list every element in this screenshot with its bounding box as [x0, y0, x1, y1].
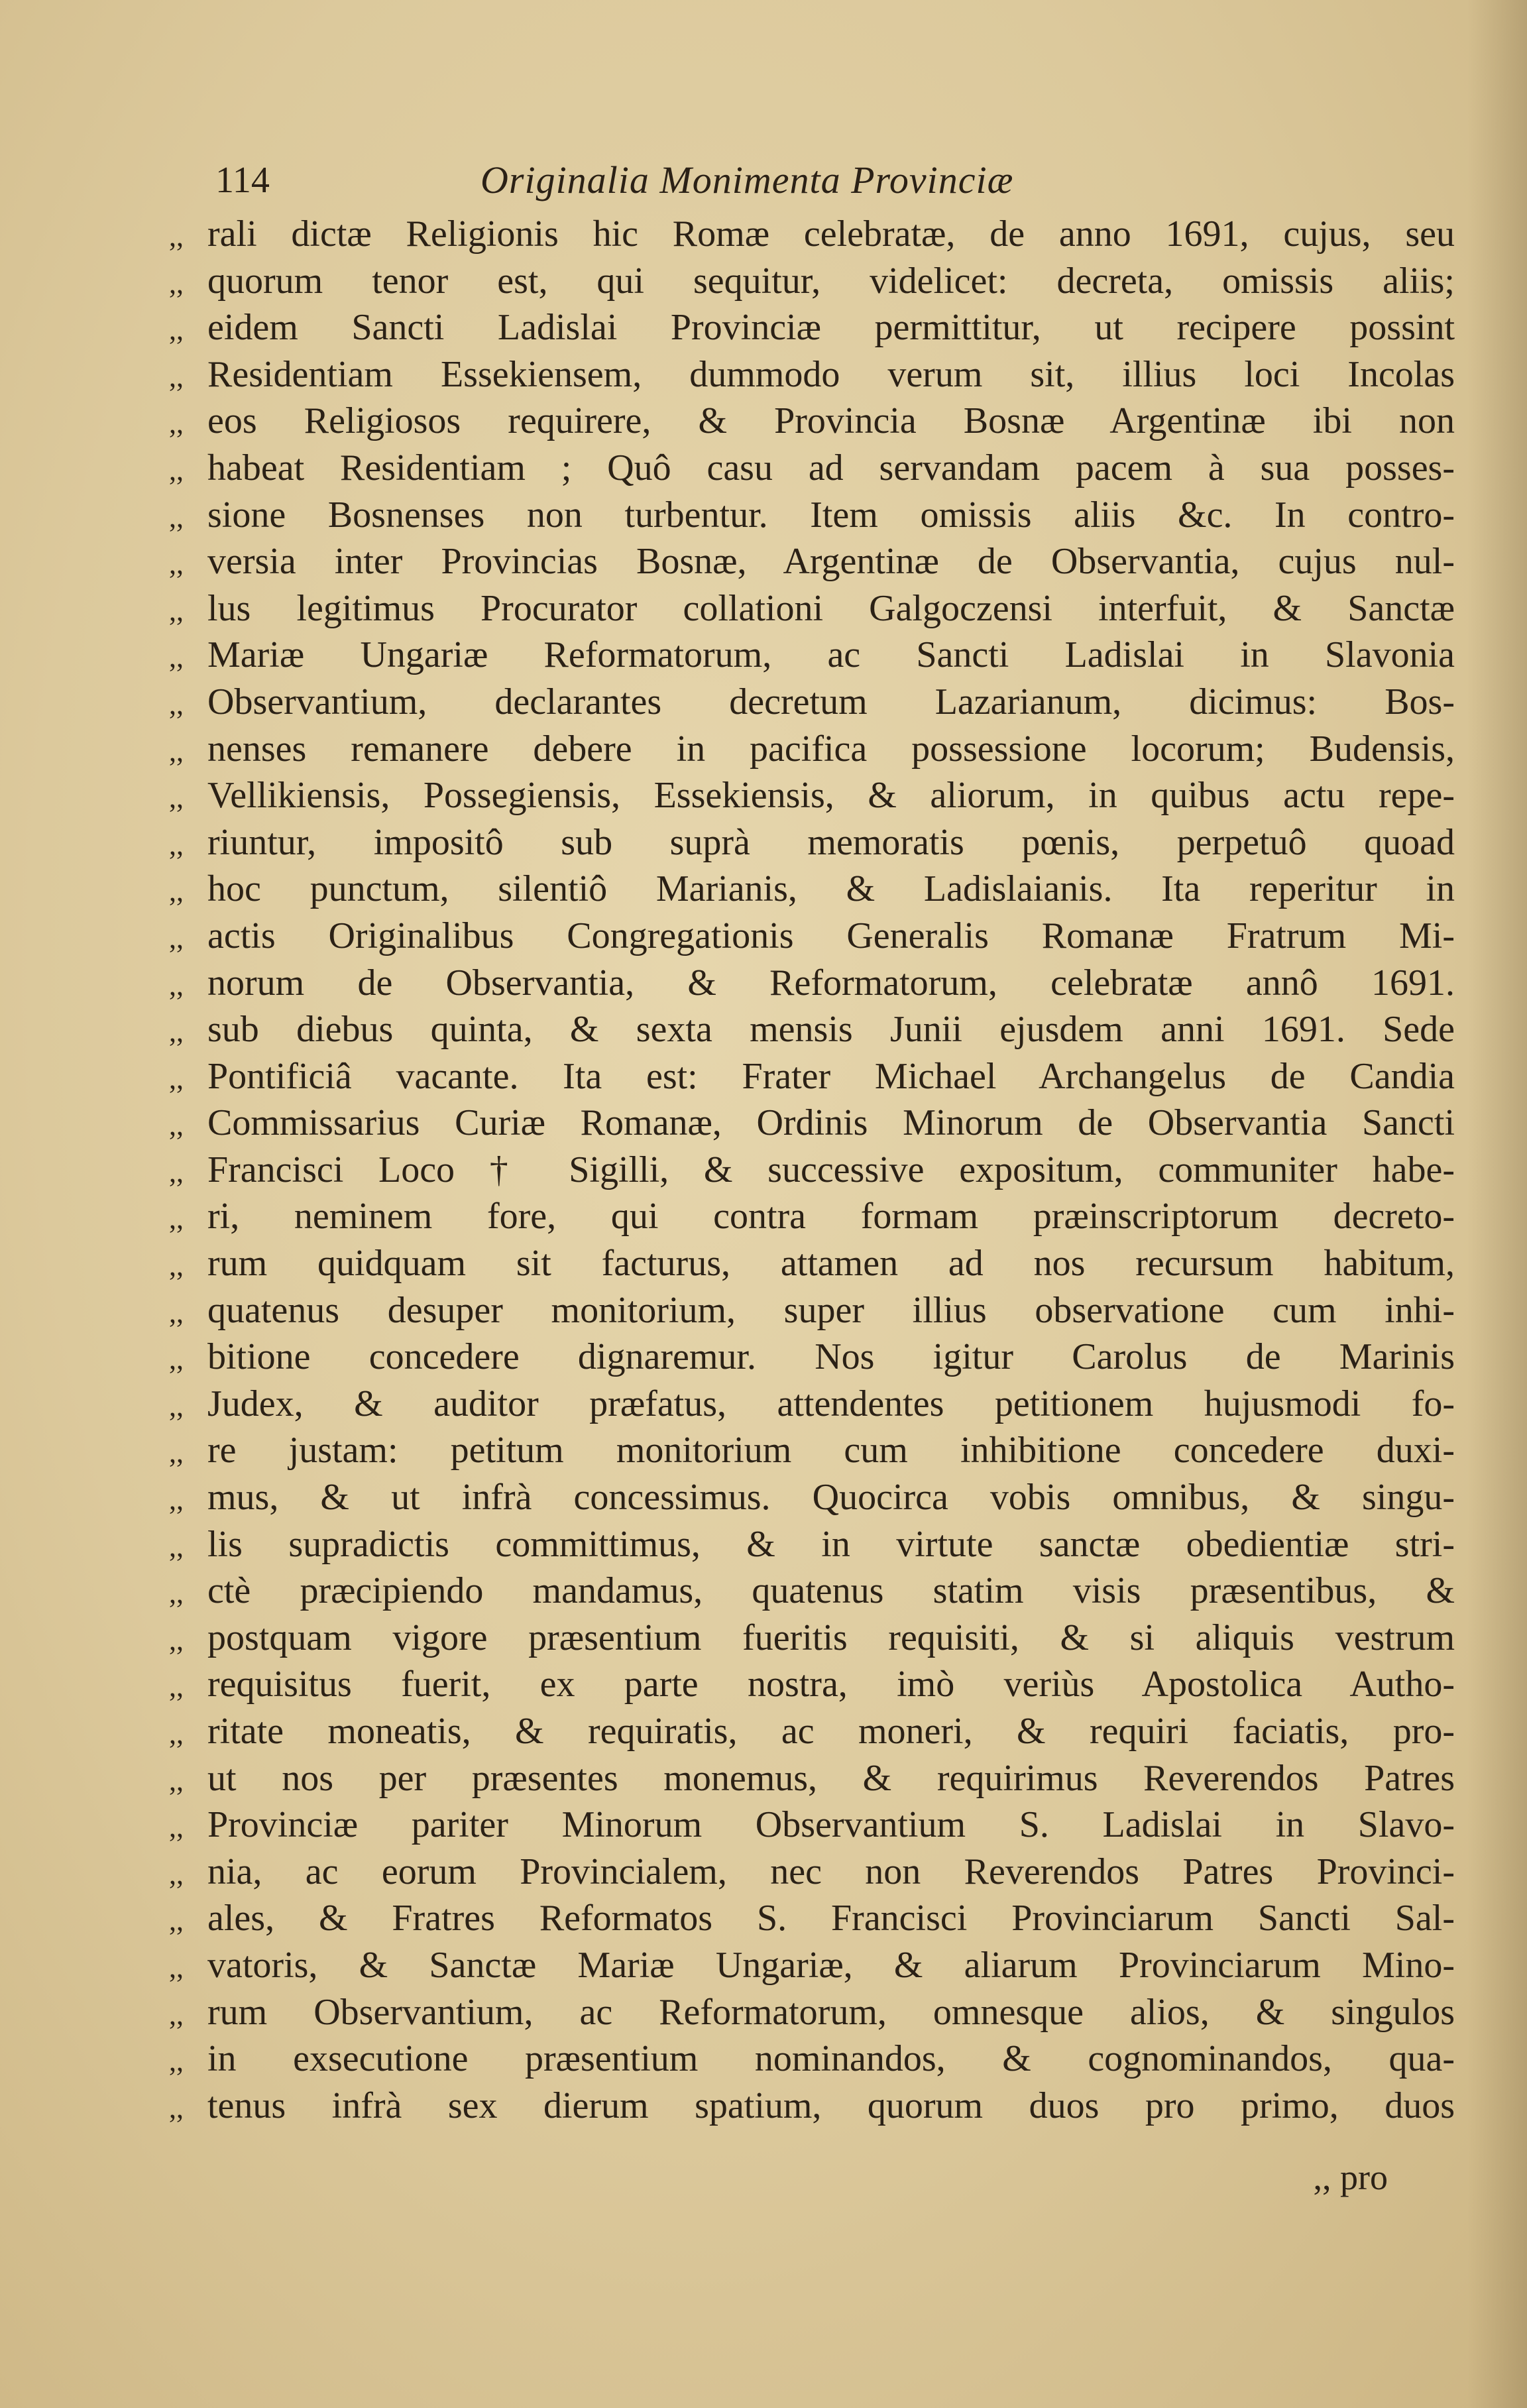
line-text: Provinciæ pariter Minorum Observantium S. Ladislai in Slavo- — [207, 1804, 1455, 1846]
marginal-quote-mark: ,, — [169, 1670, 184, 1703]
text-line — [169, 1568, 1455, 1615]
line-text: rum Observantium, ac Reformatorum, omnesque alios, & singulos — [207, 1991, 1455, 2033]
page-number: 114 — [215, 160, 270, 201]
text-line — [169, 913, 1455, 960]
marginal-quote-mark: ,, — [169, 453, 184, 487]
line-text: hoc punctum, silentiô Marianis, & Ladislaianis. Ita reperitur in — [207, 868, 1455, 910]
text-line — [169, 445, 1455, 492]
marginal-quote-mark: ,, — [169, 407, 184, 440]
text-line — [169, 398, 1455, 445]
marginal-quote-mark: ,, — [169, 1717, 184, 1750]
line-text: re justam: petitum monitorium cum inhibitione concedere duxi- — [207, 1430, 1455, 1471]
line-text: vatoris, & Sanctæ Mariæ Ungariæ, & aliarum Provinciarum Mino- — [207, 1944, 1455, 1986]
marginal-quote-mark: ,, — [169, 734, 184, 768]
marginal-quote-mark: ,, — [169, 1577, 184, 1610]
line-text: requisitus fuerit, ex parte nostra, imò veriùs Apostolica Autho- — [207, 1664, 1455, 1705]
line-text: sione Bosnenses non turbentur. Item omissis aliis &c. In contro- — [207, 494, 1455, 536]
marginal-quote-mark: ,, — [169, 1530, 184, 1563]
text-line — [169, 1053, 1455, 1100]
marginal-quote-mark: ,, — [169, 641, 184, 674]
marginal-quote-mark: ,, — [169, 1951, 184, 1984]
marginal-quote-mark: ,, — [169, 1296, 184, 1329]
text-line — [169, 1895, 1455, 1942]
line-text: Mariæ Ungariæ Reformatorum, ac Sancti Ladislai in Slavonia — [207, 634, 1455, 676]
line-text: tenus infrà sex dierum spatium, quorum duos pro primo, duos — [207, 2085, 1455, 2126]
text-line — [169, 258, 1455, 305]
text-line — [169, 1100, 1455, 1147]
body-text — [169, 211, 1455, 2129]
line-text: ctè præcipiendo mandamus, quatenus statim visis præsentibus, & — [207, 1570, 1455, 1612]
text-line — [169, 819, 1455, 866]
marginal-quote-mark: ,, — [169, 1623, 184, 1656]
text-line — [169, 1240, 1455, 1287]
line-text: Residentiam Essekiensem, dummodo verum sit, illius loci Incolas — [207, 353, 1455, 395]
marginal-quote-mark: ,, — [169, 220, 184, 253]
line-text: rali dictæ Religionis hic Romæ celebratæ, de anno 1691, cujus, seu — [207, 213, 1455, 255]
text-line — [169, 538, 1455, 585]
marginal-quote-mark: ,, — [169, 828, 184, 861]
text-line — [169, 1474, 1455, 1521]
line-text: postquam vigore præsentium fueritis requisiti, & si aliquis vestrum — [207, 1617, 1455, 1658]
marginal-quote-mark: ,, — [169, 1202, 184, 1235]
text-line — [169, 1521, 1455, 1568]
marginal-quote-mark: ,, — [169, 1249, 184, 1283]
text-line — [169, 2083, 1455, 2130]
line-text: bitione concedere dignaremur. Nos igitur Carolus de Marinis — [207, 1336, 1455, 1378]
text-line — [169, 1334, 1455, 1381]
line-text: norum de Observantia, & Reformatorum, celebratæ annô 1691. — [207, 962, 1455, 1003]
marginal-quote-mark: ,, — [169, 1857, 184, 1890]
marginal-quote-mark: ,, — [169, 1155, 184, 1188]
text-line — [169, 1287, 1455, 1334]
text-line — [169, 1849, 1455, 1896]
marginal-quote-mark: ,, — [169, 594, 184, 627]
text-line — [169, 1802, 1455, 1849]
marginal-quote-mark: ,, — [169, 266, 184, 300]
line-text: ut nos per præsentes monemus, & requirimus Reverendos Patres — [207, 1757, 1455, 1799]
marginal-quote-mark: ,, — [169, 921, 184, 954]
text-line — [169, 1147, 1455, 1194]
marginal-quote-mark: ,, — [169, 314, 184, 347]
text-line — [169, 211, 1455, 258]
line-text: eos Religiosos requirere, & Provincia Bosnæ Argentinæ ibi non — [207, 400, 1455, 442]
line-text: quorum tenor est, qui sequitur, videlicet: decreta, omissis aliis; — [207, 260, 1455, 302]
line-text: sub diebus quinta, & sexta mensis Junii ejusdem anni 1691. Sede — [207, 1009, 1455, 1051]
marginal-quote-mark: ,, — [169, 1764, 184, 1797]
line-text: lus legitimus Procurator collationi Galgoczensi interfuit, & Sanctæ — [207, 587, 1455, 629]
text-line — [169, 726, 1455, 773]
marginal-quote-mark: ,, — [169, 968, 184, 1002]
marginal-quote-mark: ,, — [169, 2045, 184, 2078]
line-text: habeat Residentiam ; Quô casu ad servandam pacem à sua posses- — [207, 447, 1455, 488]
line-text: ales, & Fratres Reformatos S. Francisci Provinciarum Sancti Sal- — [207, 1898, 1455, 1939]
marginal-quote-mark: ,, — [169, 1343, 184, 1376]
text-line — [169, 1193, 1455, 1240]
line-text: Commissarius Curiæ Romanæ, Ordinis Minorum de Observantia Sancti — [207, 1102, 1455, 1144]
line-text: rum quidquam sit facturus, attamen ad nos recursum habitum, — [207, 1243, 1455, 1285]
catchword: ,, pro — [1313, 2157, 1388, 2197]
line-text: quatenus desuper monitorium, super illius observatione cum inhi- — [207, 1289, 1455, 1331]
line-text: Francisci Loco † Sigilli, & successive expositum, communiter habe- — [207, 1149, 1455, 1190]
text-line — [169, 679, 1455, 726]
text-line — [169, 1755, 1455, 1802]
marginal-quote-mark: ,, — [169, 1389, 184, 1422]
marginal-quote-mark: ,, — [169, 1062, 184, 1095]
marginal-quote-mark: ,, — [169, 547, 184, 581]
line-text: versia inter Provincias Bosnæ, Argentinæ de Observantia, cujus nul- — [207, 541, 1455, 583]
text-line — [169, 1427, 1455, 1474]
line-text: nia, ac eorum Provincialem, nec non Reverendos Patres Provinci- — [207, 1851, 1455, 1892]
line-text: lis supradictis committimus, & in virtute sanctæ obedientiæ stri- — [207, 1523, 1455, 1565]
line-text: Vellikiensis, Possegiensis, Essekiensis, & aliorum, in quibus actu repe- — [207, 775, 1455, 817]
page-edge-shadow — [1467, 0, 1527, 2408]
marginal-quote-mark: ,, — [169, 500, 184, 534]
text-line — [169, 351, 1455, 398]
page-header — [215, 154, 1442, 207]
text-line — [169, 866, 1455, 913]
text-line — [169, 1615, 1455, 1662]
marginal-quote-mark: ,, — [169, 781, 184, 815]
line-text: actis Originalibus Congregationis Generalis Romanæ Fratrum Mi- — [207, 915, 1455, 956]
text-line — [169, 1942, 1455, 1989]
line-text: eidem Sancti Ladislai Provinciæ permittitur, ut recipere possint — [207, 307, 1455, 349]
marginal-quote-mark: ,, — [169, 1109, 184, 1142]
line-text: ritate moneatis, & requiratis, ac moneri, & requiri faciatis, pro- — [207, 1711, 1455, 1752]
marginal-quote-mark: ,, — [169, 1998, 184, 2031]
marginal-quote-mark: ,, — [169, 2091, 184, 2124]
text-line — [169, 1381, 1455, 1428]
line-text: Pontificiâ vacante. Ita est: Frater Michael Archangelus de Candia — [207, 1055, 1455, 1097]
line-text: Judex, & auditor præfatus, attendentes petitionem hujusmodi fo- — [207, 1383, 1455, 1424]
line-text: riuntur, impositô sub suprà memoratis pœnis, perpetuô quoad — [207, 821, 1455, 863]
line-text: nenses remanere debere in pacifica possessione locorum; Budensis, — [207, 728, 1455, 770]
marginal-quote-mark: ,, — [169, 875, 184, 908]
marginal-quote-mark: ,, — [169, 1436, 184, 1469]
marginal-quote-mark: ,, — [169, 1483, 184, 1517]
text-line — [169, 1661, 1455, 1708]
marginal-quote-mark: ,, — [169, 687, 184, 720]
line-text: ri, neminem fore, qui contra formam præinscriptorum decreto- — [207, 1196, 1455, 1237]
text-line — [169, 1708, 1455, 1755]
line-text: in exsecutione præsentium nominandos, & cognominandos, qua- — [207, 2038, 1455, 2080]
text-line — [169, 632, 1455, 679]
marginal-quote-mark: ,, — [169, 1811, 184, 1844]
line-text: mus, & ut infrà concessimus. Quocirca vobis omnibus, & singu- — [207, 1477, 1455, 1519]
text-line — [169, 2035, 1455, 2083]
line-text: Observantium, declarantes decretum Lazarianum, dicimus: Bos- — [207, 681, 1455, 722]
marginal-quote-mark: ,, — [169, 1904, 184, 1937]
text-line — [169, 960, 1455, 1007]
text-line — [169, 1006, 1455, 1053]
text-line — [169, 585, 1455, 632]
text-line — [169, 1989, 1455, 2036]
marginal-quote-mark: ,, — [169, 360, 184, 393]
text-line — [169, 304, 1455, 351]
marginal-quote-mark: ,, — [169, 1015, 184, 1049]
running-title: Originalia Monimenta Provinciæ — [481, 158, 1014, 201]
text-line — [169, 772, 1455, 819]
text-line — [169, 492, 1455, 539]
